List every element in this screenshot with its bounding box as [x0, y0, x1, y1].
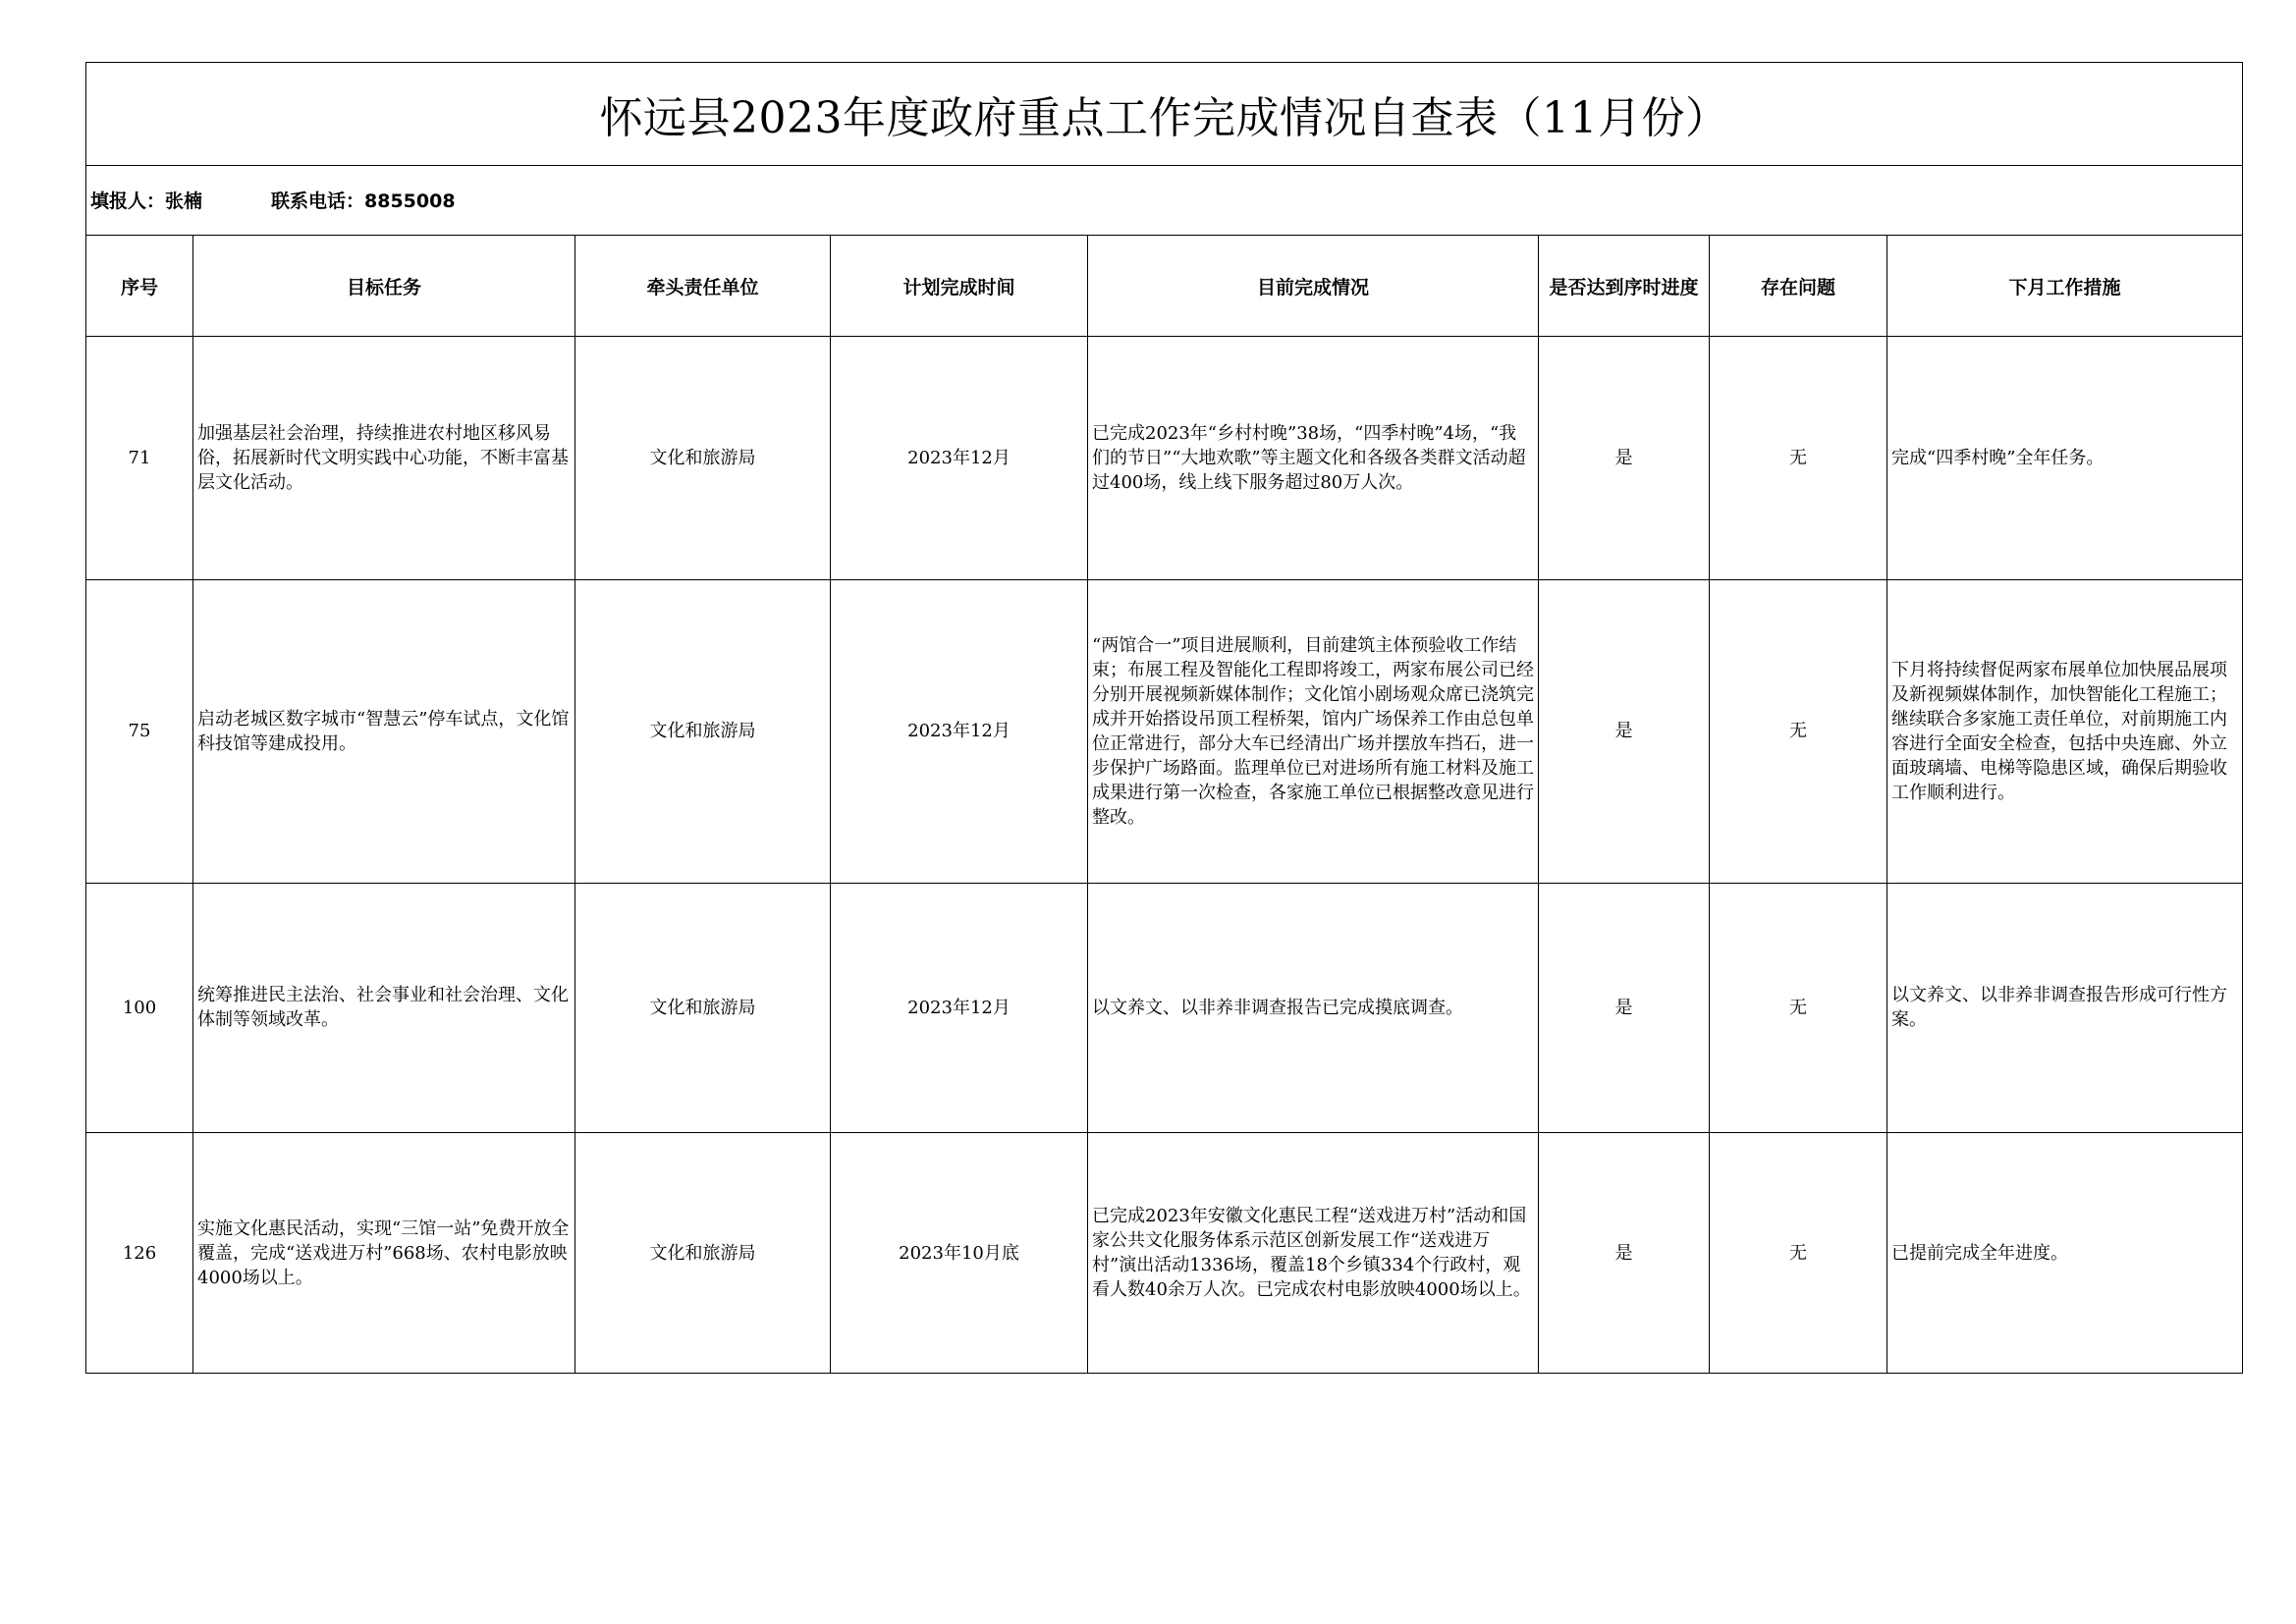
col-header-unit: 牵头责任单位	[575, 236, 831, 337]
row-on-schedule: 是	[1539, 579, 1710, 883]
row-deadline: 2023年12月	[831, 336, 1088, 579]
row-on-schedule: 是	[1539, 1133, 1710, 1374]
row-deadline: 2023年10月底	[831, 1133, 1088, 1374]
row-problems: 无	[1710, 883, 1887, 1133]
self-check-table	[85, 62, 2243, 1374]
row-deadline: 2023年12月	[831, 883, 1088, 1133]
col-header-on-schedule: 是否达到序时进度	[1539, 236, 1710, 337]
row-next-steps: 完成“四季村晚”全年任务。	[1887, 336, 2243, 579]
table-row	[86, 336, 2243, 579]
row-deadline: 2023年12月	[831, 579, 1088, 883]
row-no: 100	[86, 883, 193, 1133]
row-task: 加强基层社会治理，持续推进农村地区移风易俗，拓展新时代文明实践中心功能，不断丰富基层文化活动。	[193, 336, 575, 579]
row-task: 统筹推进民主法治、社会事业和社会治理、文化体制等领域改革。	[193, 883, 575, 1133]
row-status: 已完成2023年安徽文化惠民工程“送戏进万村”活动和国家公共文化服务体系示范区创新发展工作“送戏进万村”演出活动1336场，覆盖18个乡镇334个行政村，观看人数40余万人次。已完成农村电影放映4000场以上。	[1088, 1133, 1539, 1374]
contact-phone: 联系电话：8855008	[271, 190, 456, 213]
table-title: 怀远县2023年度政府重点工作完成情况自查表（11月份）	[86, 63, 2243, 166]
row-unit: 文化和旅游局	[575, 336, 831, 579]
row-unit: 文化和旅游局	[575, 579, 831, 883]
row-status: 已完成2023年“乡村村晚”38场，“四季村晚”4场，“我们的节日”“大地欢歌”等主题文化和各级各类群文活动超过400场，线上线下服务超过80万人次。	[1088, 336, 1539, 579]
row-problems: 无	[1710, 579, 1887, 883]
row-next-steps: 下月将持续督促两家布展单位加快展品展项及新视频媒体制作，加快智能化工程施工；继续联合多家施工责任单位，对前期施工内容进行全面安全检查，包括中央连廊、外立面玻璃墙、电梯等隐患区域，确保后期验收工作顺利进行。	[1887, 579, 2243, 883]
row-status: “两馆合一”项目进展顺利，目前建筑主体预验收工作结束；布展工程及智能化工程即将竣工，两家布展公司已经分别开展视频新媒体制作；文化馆小剧场观众席已浇筑完成并开始搭设吊顶工程桥架，馆内广场保养工作由总包单位正常进行，部分大车已经清出广场并摆放车挡石，进一步保护广场路面。监理单位已对进场所有施工材料及施工成果进行第一次检查，各家施工单位已根据整改意见进行整改。	[1088, 579, 1539, 883]
row-no: 75	[86, 579, 193, 883]
row-task: 实施文化惠民活动，实现“三馆一站”免费开放全覆盖，完成“送戏进万村”668场、农村电影放映4000场以上。	[193, 1133, 575, 1374]
table-row	[86, 579, 2243, 883]
table-row	[86, 1133, 2243, 1374]
row-task: 启动老城区数字城市“智慧云”停车试点，文化馆科技馆等建成投用。	[193, 579, 575, 883]
col-header-status: 目前完成情况	[1088, 236, 1539, 337]
col-header-task: 目标任务	[193, 236, 575, 337]
row-problems: 无	[1710, 1133, 1887, 1374]
row-unit: 文化和旅游局	[575, 883, 831, 1133]
row-no: 71	[86, 336, 193, 579]
row-status: 以文养文、以非养非调查报告已完成摸底调查。	[1088, 883, 1539, 1133]
col-header-next-steps: 下月工作措施	[1887, 236, 2243, 337]
col-header-problems: 存在问题	[1710, 236, 1887, 337]
row-no: 126	[86, 1133, 193, 1374]
reporter-info	[86, 165, 2243, 235]
header-row	[86, 236, 2243, 337]
filler-name: 填报人：张楠	[90, 190, 203, 213]
row-on-schedule: 是	[1539, 883, 1710, 1133]
row-next-steps: 以文养文、以非养非调查报告形成可行性方案。	[1887, 883, 2243, 1133]
row-next-steps: 已提前完成全年进度。	[1887, 1133, 2243, 1374]
table-row	[86, 883, 2243, 1133]
row-on-schedule: 是	[1539, 336, 1710, 579]
col-header-no: 序号	[86, 236, 193, 337]
col-header-deadline: 计划完成时间	[831, 236, 1088, 337]
row-problems: 无	[1710, 336, 1887, 579]
row-unit: 文化和旅游局	[575, 1133, 831, 1374]
